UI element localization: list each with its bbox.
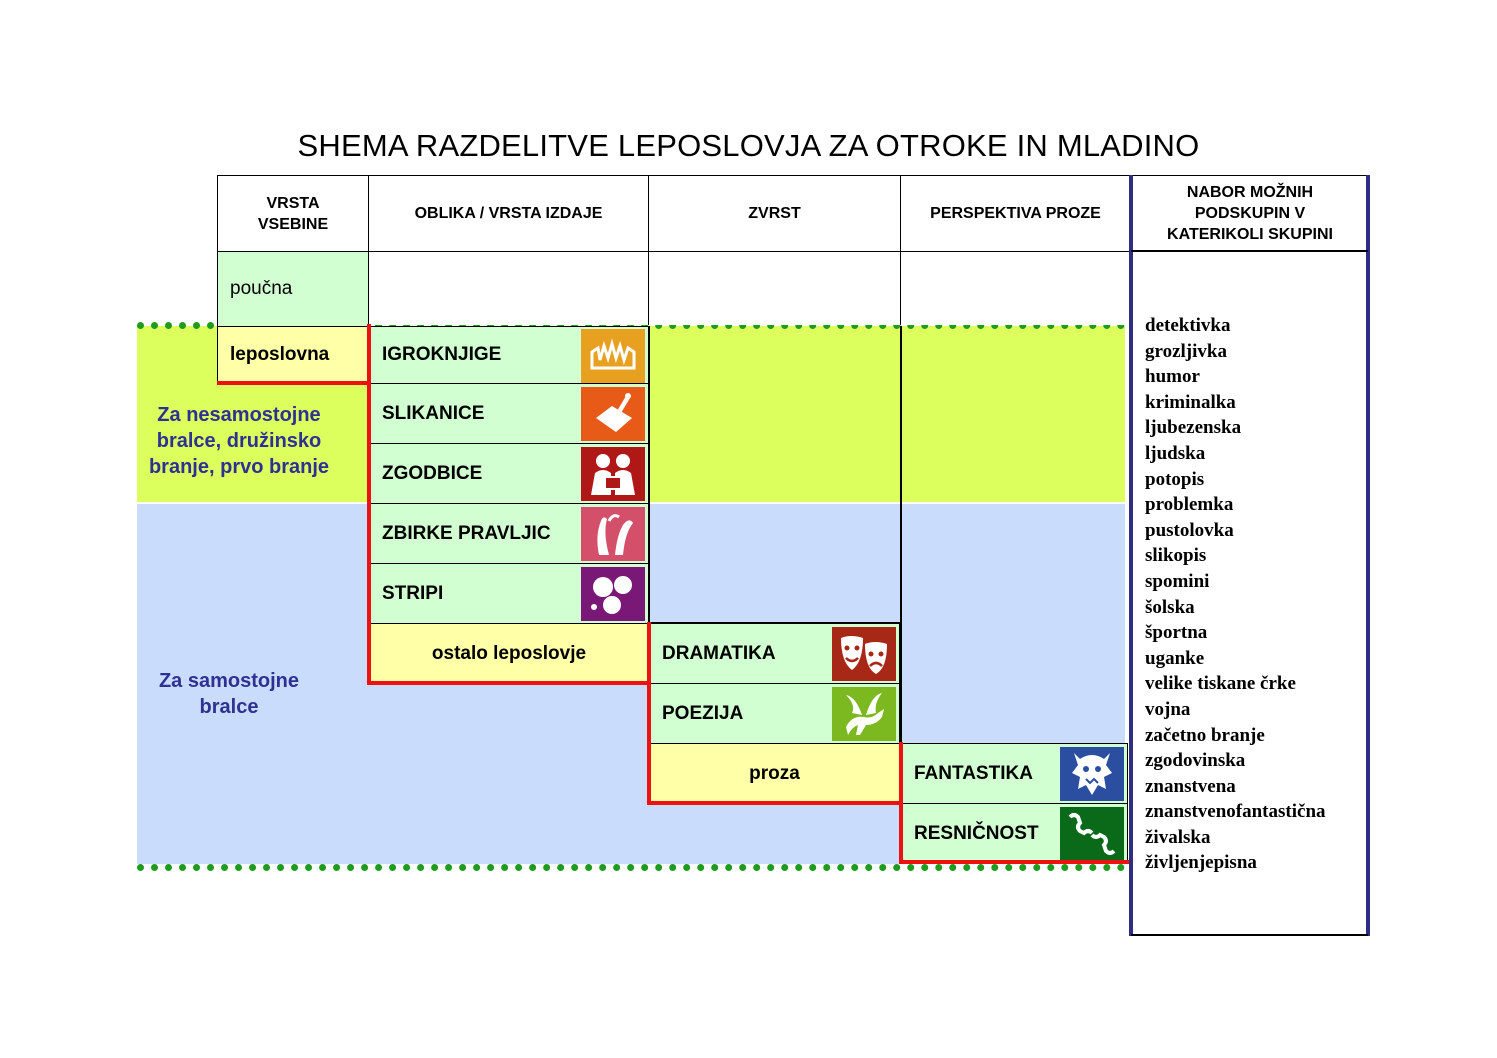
podskupina-item: detektivka <box>1145 315 1231 336</box>
cell-poucna: poučna <box>217 251 369 326</box>
perspektiva-label: RESNIČNOST <box>914 822 1039 844</box>
cell-leposlovna: leposlovna <box>217 326 369 383</box>
podskupina-item: začetno branje <box>1145 724 1265 746</box>
podskupina-item: ljubezenska <box>1145 417 1242 439</box>
red-line <box>647 622 651 804</box>
zvrst-label: POEZIJA <box>662 702 744 724</box>
frame-right-border <box>1366 175 1370 936</box>
theater-masks-icon <box>832 627 896 681</box>
stripi-icon <box>581 567 645 621</box>
header-vrsta-vsebine: VRSTA VSEBINE <box>217 175 369 252</box>
slikanice-icon <box>581 387 645 441</box>
cell-ostalo-leposlovje: ostalo leposlovje <box>369 623 649 684</box>
podskupina-item: humor <box>1145 366 1200 388</box>
label-nesamostojni-bralci: Za nesamostojne bralce, družinsko branje, prvo branje <box>148 404 330 478</box>
oblika-zgodbice <box>369 443 649 504</box>
header-zvrst: ZVRST <box>648 175 901 252</box>
podskupina-item: velike tiskane črke <box>1145 673 1296 695</box>
perspektiva-resnicnost <box>901 803 1128 864</box>
empty-cell-perspektiva <box>900 251 1131 325</box>
frame-bottom-border <box>1131 934 1368 936</box>
podskupina-item: šolska <box>1145 596 1195 618</box>
pravljice-icon <box>581 507 645 561</box>
empty-cell-oblika <box>368 251 649 325</box>
dotted-divider-bottom <box>137 864 1125 871</box>
oblika-label: SLIKANICE <box>382 402 485 424</box>
podskupina-item: kriminalka <box>1145 391 1236 413</box>
podskupina-item: življenjepisna <box>1145 852 1257 874</box>
oblika-zbirke-pravljic <box>369 503 649 564</box>
podskupina-item: problemka <box>1145 494 1234 516</box>
telephone-icon <box>1060 807 1124 861</box>
cell-proza: proza <box>649 743 900 804</box>
oblika-slikanice <box>369 383 649 444</box>
oblika-igroknjige <box>369 326 649 384</box>
frame-left-border <box>1129 175 1133 936</box>
podskupine-list <box>1145 313 1326 876</box>
zgodbice-icon <box>581 447 645 501</box>
igroknjige-icon <box>581 329 645 383</box>
label-samostojni-bralci: Za samostojne bralce <box>158 670 300 718</box>
red-line <box>899 860 1129 864</box>
podskupina-item: spomini <box>1145 570 1210 592</box>
zvrst-dramatika <box>649 623 900 684</box>
zvrst-label: DRAMATIKA <box>662 642 776 664</box>
red-line <box>647 801 902 805</box>
header-oblika: OBLIKA / VRSTA IZDAJE <box>368 175 649 252</box>
perspektiva-label: FANTASTIKA <box>914 762 1033 784</box>
oblika-label: ZGODBICE <box>382 462 483 484</box>
red-line <box>899 742 903 864</box>
podskupina-item: zgodovinska <box>1145 750 1246 772</box>
podskupina-item: znanstvenofantastična <box>1145 801 1326 823</box>
podskupina-item: slikopis <box>1145 545 1207 567</box>
red-line <box>367 681 650 685</box>
oblika-label: IGROKNJIGE <box>382 344 502 365</box>
grid-line-perspektiva-left <box>900 326 902 743</box>
podskupina-item: ljudska <box>1145 442 1206 464</box>
podskupina-item: vojna <box>1145 698 1191 720</box>
header-nabor-podskupin: NABOR MOŽNIH PODSKUPIN V KATERIKOLI SKUPINI <box>1131 175 1369 252</box>
page-title: SHEMA RAZDELITVE LEPOSLOVJA ZA OTROKE IN MLADINO <box>297 128 1200 163</box>
header-perspektiva: PERSPEKTIVA PROZE <box>900 175 1131 252</box>
podskupina-item: grozljivka <box>1145 340 1227 362</box>
oblika-label: STRIPI <box>382 582 444 604</box>
dragon-icon <box>1060 747 1124 801</box>
podskupina-item: uganke <box>1145 647 1205 669</box>
zvrst-poezija <box>649 683 900 744</box>
empty-cell-zvrst <box>648 251 901 325</box>
pegasus-icon <box>832 687 896 741</box>
oblika-label: ZBIRKE PRAVLJIC <box>382 522 551 544</box>
podskupina-item: potopis <box>1145 468 1205 490</box>
red-line <box>367 324 371 685</box>
podskupina-item: športna <box>1145 622 1208 644</box>
podskupina-item: živalska <box>1145 826 1211 848</box>
perspektiva-fantastika <box>901 743 1128 804</box>
frame-header-divider <box>1131 250 1368 252</box>
oblika-stripi <box>369 563 649 624</box>
podskupina-item: znanstvena <box>1145 775 1236 797</box>
podskupina-item: pustolovka <box>1145 519 1234 541</box>
red-line <box>217 381 371 385</box>
